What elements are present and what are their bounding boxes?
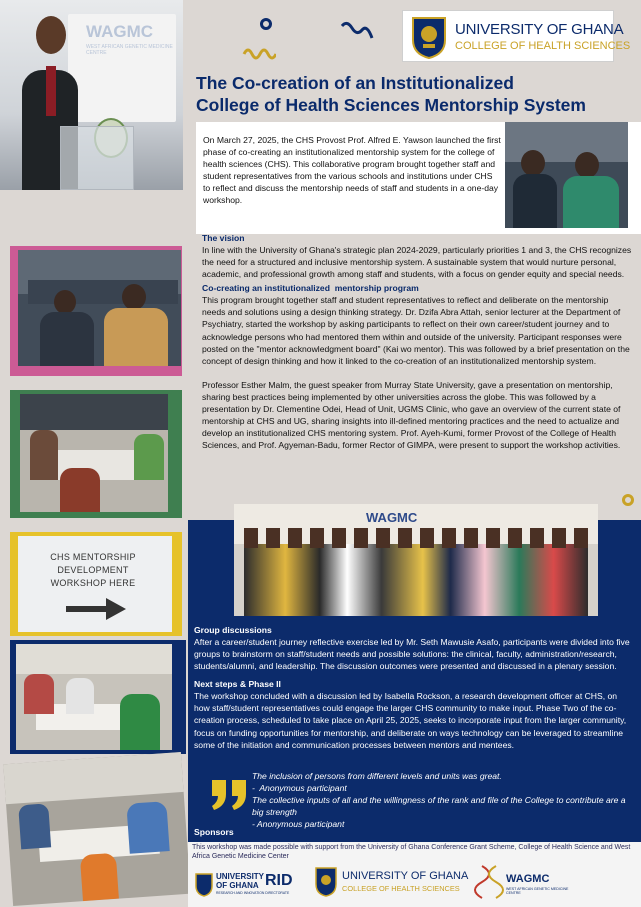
chs-sponsor-line2: COLLEGE OF HEALTH SCIENCES: [342, 884, 460, 893]
group-section: [194, 624, 634, 751]
quote-1: The inclusion of persons from different levels and units was great.: [252, 771, 502, 781]
wagmc-label: WAGMC: [506, 873, 550, 885]
decorative-ring: [260, 18, 272, 30]
group-work-photo-3: [3, 752, 190, 906]
vision-heading: The vision: [202, 233, 245, 243]
vision-text: In line with the University of Ghana's strategic plan 2024-2029, particularly priorities 1 and 3, the CHS recognizes the need for a structured and inclusive mentorship system. A sustainable system that would nurture personal, academic, and professional growth among staff and students, with a focus on gender equity and special needs.: [202, 245, 632, 280]
sponsors-text: This workshop was made possible with support from the University of Ghana Conference Grant Scheme, College of Health Science and West Africa Genetic Medicine Center: [192, 844, 631, 860]
workshop-sign: [18, 536, 172, 632]
decorative-squiggle: [242, 44, 276, 62]
quote-1-attribution: - Anonymous participant: [252, 783, 347, 794]
audience-photo-1: [505, 122, 628, 228]
ug-crest-icon: [314, 866, 338, 898]
wagmc-subtitle: WEST AFRICAN GENETIC MEDICINE CENTRE: [506, 887, 569, 895]
cocreating-para1: This program brought together staff and student representatives to reflect and deliberate on the mentorship needs and solutions using a design thinking strategy. Dr. Dzifa Abra Attah, senior lecturer at the Department of Psychiatry, started the workshop by asking participants to reflect on their own career/student journey and to acknowledge persons who had mentored them within and outside of the university. Participant responses were posted on the "mentor acknowledgment board" (Kai wo mentor). This was followed by a brief presentation on the concept of design thinking and how it linked to the co-creation of an institutionalized mentorship system.: [202, 295, 630, 366]
nextsteps-heading: Next steps & Phase II: [194, 679, 281, 690]
nextsteps-text: The workshop concluded with a discussion led by Isabella Rockson, a research development officer at CHS, on how staff/student representatives could engage the larger CHS community to make input. Phase Two of the co-creation process, scheduled to take place on April 25, 2025, seeks to incorporate input from the larger community, focus on funding opportunities for mentorship, and deliberate on ways technology can be leveraged to streamline some of the initiation and communication processes between mentors and mentees.: [194, 691, 627, 750]
ug-rid-logo: [194, 870, 298, 900]
rid-label: RID: [265, 872, 293, 889]
decorative-ring: [622, 494, 634, 506]
page-title: [196, 72, 641, 116]
rid-subtitle: RESEARCH AND INNOVATION DIRECTORATE: [216, 891, 290, 895]
group-photo: [234, 504, 598, 616]
sponsors-heading: Sponsors: [194, 827, 234, 837]
quotes-section: [252, 770, 637, 830]
page-title-line1: The Co-creation of an Institutionalized: [196, 73, 514, 93]
dna-icon: [474, 864, 504, 900]
chs-sponsor-line1: UNIVERSITY OF GHANA: [342, 870, 469, 882]
chs-sponsor-logo: [314, 866, 469, 900]
audience-photo-2: [18, 250, 181, 366]
intro-paragraph: On March 27, 2025, the CHS Provost Prof. Alfred E. Yawson launched the first phase of co-creating an institutionalized mentorship system for the college of health sciences (CHS). This collaborative program brought together staff and student representatives from the various schools and institutions under CHS to reflect and discuss the mentorship needs of staff and students in a one-day workshop.: [203, 135, 501, 206]
cocreating-heading: Co-creating an institutionalized mentorship program: [202, 283, 419, 294]
speaker-photo: [0, 0, 183, 190]
sign-line3: WORKSHOP HERE: [50, 578, 136, 588]
quote-mark-icon: [210, 780, 248, 810]
group-heading: Group discussions: [194, 625, 272, 635]
group-text: After a career/student journey reflective exercise led by Mr. Seth Mawusie Asafo, participants were divided into five groups to brainstorm on staff/student needs and possible solutions: the clinical, faculty, administration/research, students/alumni, and leadership. The discussion outcomes were presented and discussed in a plenary session.: [194, 637, 630, 672]
sign-line1: CHS MENTORSHIP: [50, 552, 136, 562]
ug-chs-logo: [402, 10, 631, 62]
vision-section: [202, 232, 632, 451]
decorative-squiggle: [340, 20, 374, 42]
quote-2-attribution: - Anonymous participant: [252, 819, 345, 830]
speaker-banner-logo: WAGMC: [86, 22, 154, 41]
ug-logo-line2: COLLEGE OF HEALTH SCIENCES: [455, 40, 631, 52]
page-title-line2: College of Health Sciences Mentorship System: [196, 95, 586, 115]
quote-2: The collective inputs of all and the willingness of the rank and file of the College to contribute are a big strength: [252, 795, 626, 818]
wagmc-logo: [474, 864, 574, 900]
ug-logo-line1: UNIVERSITY OF GHANA: [455, 21, 624, 38]
cocreating-para2: Professor Esther Malm, the guest speaker from Murray State University, gave a presentation on mentorship, sharing best practices being implemented by other universities across the globe. This was followed by a presentation by Dr. Clementine Odei, Head of Unit, UGMS Clinic, who gave an overview of the current state of mentorship at CHS and UG, sharing insights into ill-defined mentoring practices and the need to actualize and develop an institutionalized CHS mentoring system. Prof. Ayeh-Kumi, former Provost of the College of Health Sciences, and Prof. Agyeman-Badu, former Rector of GIMPA, were present to support the workshop activities.: [202, 379, 621, 451]
ug-crest-icon: [409, 14, 449, 60]
ug-rid-line2: OF GHANA: [216, 881, 259, 890]
group-work-photo-2: [16, 644, 172, 750]
sign-line2: DEVELOPMENT: [57, 565, 129, 575]
group-photo-banner: WAGMC: [366, 510, 418, 525]
ug-rid-line1: UNIVERSITY: [216, 872, 265, 881]
ug-crest-icon: [194, 872, 214, 898]
arrow-right-icon: [66, 598, 126, 620]
speaker-banner-subtitle: WEST AFRICAN GENETIC MEDICINE CENTRE: [86, 44, 173, 56]
group-work-photo-1: [20, 394, 168, 512]
